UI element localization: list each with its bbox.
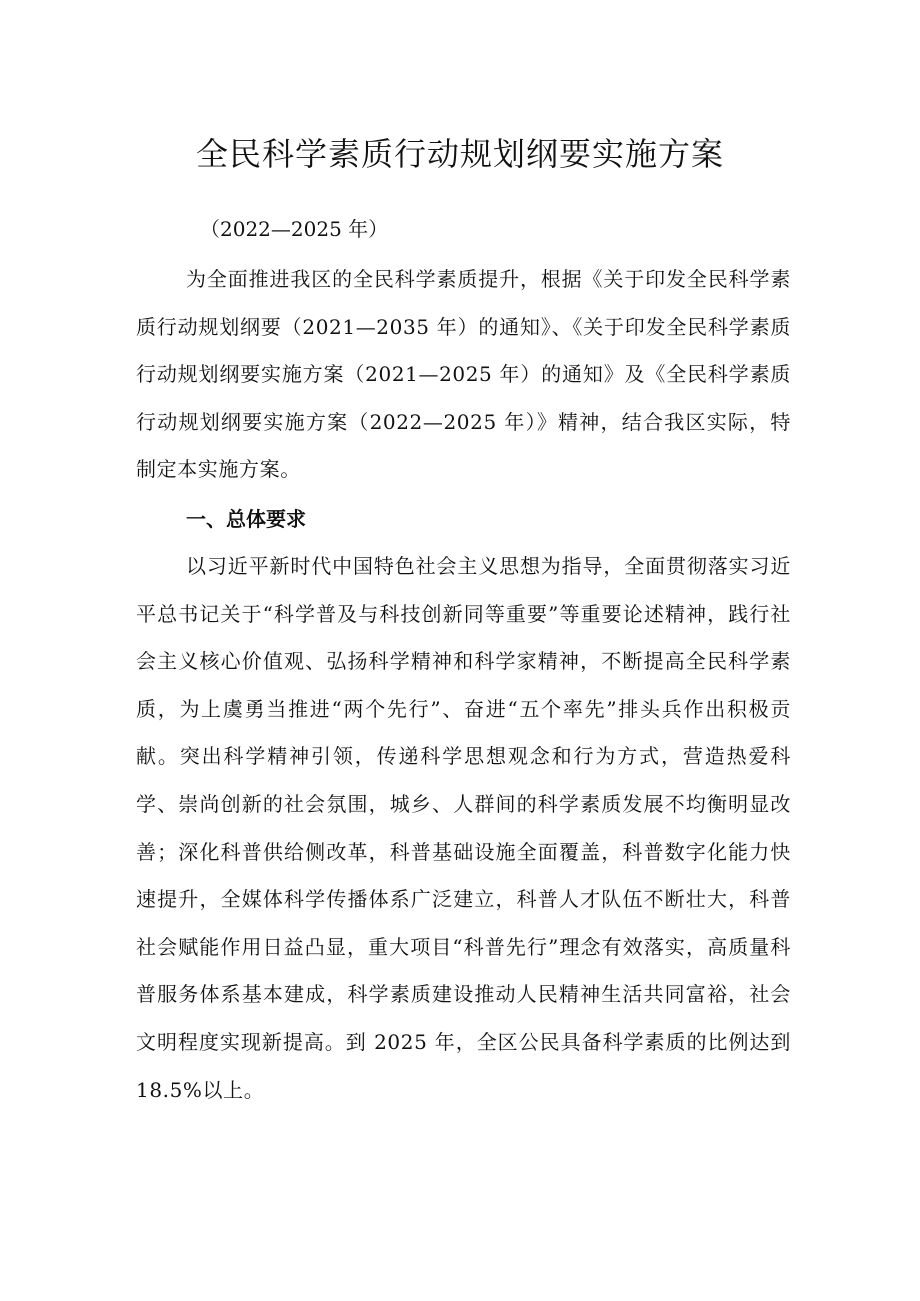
section-heading: 一、总体要求 [186,507,306,531]
section-paragraph: 以习近平新时代中国特色社会主义思想为指导，全面贯彻落实习近平总书记关于“科学普及与科技创新同等重要”等重要论述精神，践行社会主义核心价值观、弘扬科学精神和科学家精神，不断提高全民科学素质，为上虞勇当推进“两个先行”、奋进“五个率先”排头兵作出积极贡献。突出科学精神引领，传递科学思想观念和行为方式，营造热爱科学、崇尚创新的社会氛围，城乡、人群间的科学素质发展不均衡明显改善；深化科普供给侧改革，科普基础设施全面覆盖，科普数字化能力快速提升，全媒体科学传播体系广泛建立，科普人才队伍不断壮大，科普社会赋能作用日益凸显，重大项目“科普先行”理念有效落实，高质量科普服务体系基本建成，科学素质建设推动人民精神生活共同富裕，社会文明程度实现新提高。到 2025 年，全区公民具备科学素质的比例达到 18.5%以上。 [136,554,791,1102]
document-title: 全民科学素质行动规划纲要实施方案 [195,135,724,173]
intro-paragraph: 为全面推进我区的全民科学素质提升，根据《关于印发全民科学素质行动规划纲要（2021—2035 年）的通知》、《关于印发全民科学素质行动规划纲要实施方案（2021—2025 年）的通知》及《全民科学素质行动规划纲要实施方案（2022—2025 年）》精神，结合我区实际，特制定本实施方案。 [136,267,791,482]
document-subtitle: （2022—2025 年） [200,217,389,241]
